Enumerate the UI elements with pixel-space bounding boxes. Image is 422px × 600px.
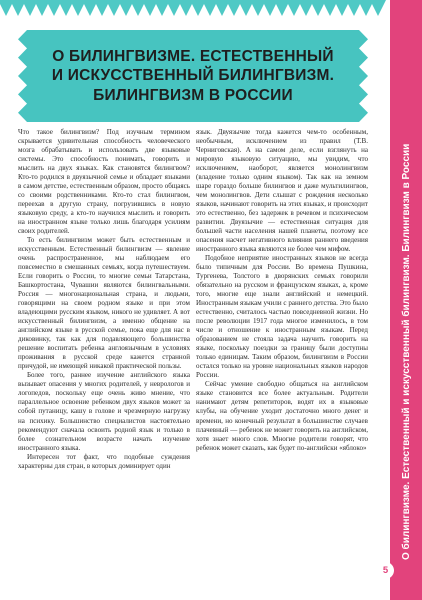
page-number: 5 (377, 562, 394, 579)
running-title: О билингвизме. Естественный и искусственный билингвизм. Билингвизм в России (401, 143, 412, 560)
paragraph: Подобное неприятие иностранных языков не всегда было типичным для России. Во времена Пушкина, Тургенева, Толстого в дворянских семьях говорили обязательно на русском и французском языках, а, кроме того, многие еще знали английский и немецкий. Иностранным языкам учили с раннего детства. Это было естественно, считалось частью повседневной жизни. Но после революции 1917 года многое изменилось, в том числе и отношение к иностранным языкам. Перед образованием не стояла задача научить говорить на языке, поскольку поездки за границу были доступны только единицам. Таким образом, билингвизм в России остался только на уровне национальных языков народов России. (196, 254, 368, 380)
paragraph: То есть билингвизм может быть естественным и искусственным. Естественный билингвизм — явление очень распространенное, мы наблюдаем его повсеместно в смешанных семьях, когда путешествуем. Если говорить о России, то многие семьи Татарстана, Башкортостана, Чувашии являются билингвальными. Россия — многонациональная страна, и людьми, говорящими на своем родном языке и при этом владеющими русским языком, никого не удивляет. А вот искусственный билингвизм, а именно общение на английском языке в русской семье, пока еще для нас в диковинку, так как для подавляющего большинства решение воспитать ребенка англоязычным в условиях проживания в русской среде кажется странной причудой, не имеющей никакой практической пользы. (18, 236, 190, 371)
paragraph: Сейчас умение свободно общаться на английском языке становится все более актуальным. Родители нанимают детям репетиторов, водят их в языковые клубы, на обучение уходит достаточно много денег и времени, но конечный результат в большинстве случаев плачевный — ребенок не может говорить на английском, хотя знает много слов. Многие родители говорят, что ребенок может сказать, как будет по-английски «яблоко» (196, 380, 368, 452)
chapter-title-line: БИЛИНГВИЗМ В РОССИИ (93, 86, 293, 104)
zigzag-border (0, 0, 386, 20)
chapter-title-line: О БИЛИНГВИЗМЕ. ЕСТЕСТВЕННЫЙ (52, 47, 334, 65)
paragraph: Более того, раннее изучение английского языка вызывает опасения у многих родителей, у неврологов и логопедов, поскольку еще очень живо мнение, что параллельное освоение ребенком двух языков может за собой путаницу, кашу в голове и чрезмерную нагрузку на психику. Большинство специалистов настоятельно рекомендуют сначала освоить родной язык и только в более сознательном возрасте начать изучение иностранного языка. (18, 371, 190, 452)
chapter-title (18, 30, 368, 122)
paragraph: Что такое билингвизм? Под изучным термином скрывается удивительная способность человеческого мозга обрабатывать и использовать две языковые системы. Это способность понимать, говорить и мыслить на двух языках. Как становятся билингвом? Кто-то родился в двуязычной семье и обладает языками в самом детстве, естественным образом, просто общаясь со своими родственниками. Кто-то стал билингвом, переехав в другую страну, погрузившись в новую языковую среду, а кто-то научился мыслить и говорить на иностранном языке только лишь благодаря усилиям своих родителей. (18, 128, 190, 236)
paragraph: язык. Двуязычие тогда кажется чем-то особенным, необычным, исключением из правил (Т.В. Черниговская). А на самом деле, если взглянуть на мировую языковую ситуацию, мы увидим, что исключением, наоборот, является монолингвизм (владение только одним языком). Так как на земном шаре гораздо больше билингвов и даже мультилингвов, чем монолингвов. Дети слышат с рождения несколько языков, начинают говорить на этих языках, и происходит это естественно, без задержек в речевом и психическом развитии. Двуязычие — естественная ситуация для большей части населения нашей планеты, поэтому все опасения насчет негативного влияния раннего введения иностранного языка являются не более чем мифом. (196, 128, 368, 254)
chapter-title-line: И ИСКУССТВЕННЫЙ БИЛИНГВИЗМ. (51, 67, 335, 85)
sidebar (390, 0, 422, 600)
text-column-left (18, 128, 190, 586)
paragraph: Интересен тот факт, что подобные суждения характерны для стран, в которых доминирует один (18, 452, 190, 470)
text-column-right (196, 128, 368, 586)
title-banner (18, 30, 368, 122)
